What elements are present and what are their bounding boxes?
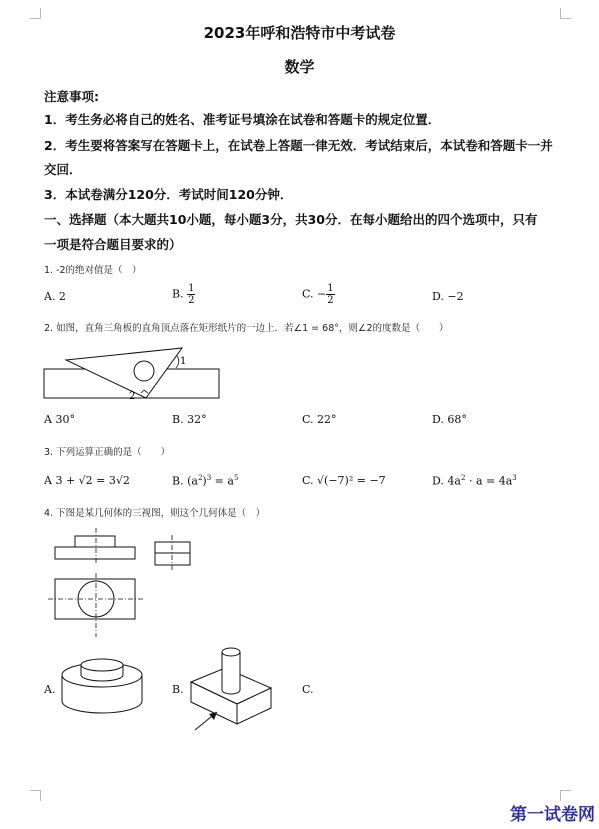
q3-d-exp2: 3: [512, 474, 517, 482]
q3-b-base: (a: [187, 474, 198, 488]
q1-option-d: D. −2: [432, 290, 464, 303]
q1-stem: 1. -2的绝对值是（ ）: [44, 265, 142, 276]
q3-b-eq: = a: [211, 474, 234, 488]
q1-b-denominator: 2: [188, 295, 195, 306]
angle2-label: 2: [129, 391, 136, 402]
q1-option-c-fraction: [326, 283, 334, 306]
q3-option-d-label: D.: [432, 474, 444, 488]
q3-stem: 3. 下列运算正确的是（ ）: [44, 447, 171, 458]
q3-option-d: [432, 474, 517, 488]
note-item-2b: 交回．: [44, 162, 82, 177]
side-view-top: [155, 542, 190, 553]
notes-heading: 注意事项:: [44, 89, 99, 104]
q4-option-a-figure: [58, 655, 148, 720]
subject-title: 数学: [284, 58, 315, 76]
q3-option-b-label: B.: [172, 474, 184, 488]
post-top: [222, 648, 240, 656]
q2-figure: [40, 340, 230, 405]
q4-option-a: A.: [44, 683, 56, 696]
side-view-base: [155, 553, 190, 565]
q1-option-b-fraction: [187, 283, 195, 306]
q2-option-c: C. 22°: [302, 413, 337, 426]
q3-option-a-label: A: [44, 474, 52, 487]
q1-c-denominator: 2: [327, 295, 334, 306]
q2-option-d: D. 68°: [432, 413, 467, 426]
q2-stem: 2. 如图，直角三角板的直角顶点落在矩形纸片的一边上．若∠1 = 68°，则∠2的度数是（ ）: [44, 323, 449, 334]
q1-option-c: [302, 283, 335, 306]
q1-b-numerator: 1: [188, 283, 195, 294]
q1-c-numerator: 1: [327, 283, 334, 294]
angle1-label: 1: [180, 356, 187, 367]
corner-mark-top-left: [30, 8, 41, 19]
corner-mark-top-right: [560, 8, 571, 19]
q2-option-a: A 30°: [44, 413, 75, 426]
q3-b-exp1: 2: [197, 474, 203, 482]
corner-mark-bottom-left: [30, 790, 41, 801]
top-cylinder-top: [81, 659, 123, 671]
front-view-base: [55, 547, 135, 559]
q1-option-b-label: B.: [172, 287, 184, 301]
q1-option-b: [172, 283, 195, 306]
q1-option-a: A. 2: [44, 290, 66, 303]
q4-option-c: C.: [302, 683, 314, 696]
note-item-2a: 2．考生要将答案写在答题卡上，在试卷上答题一律无效．考试结束后，本试卷和答题卡一并: [44, 138, 553, 153]
section1-line1: 一、选择题（本大题共10小题，每小题3分，共30分．在每小题给出的四个选项中，只有: [44, 212, 538, 227]
set-square-triangle: [66, 348, 182, 398]
arrow-head: [209, 712, 217, 720]
note-item-1: 1．考生务必将自己的姓名、准考证号填涂在试卷和答题卡的规定位置．: [44, 112, 441, 127]
q1-option-c-label: C.: [302, 287, 314, 301]
note-item-3: 3．本试卷满分120分．考试时间120分钟．: [44, 187, 293, 202]
section1-line2: 一项是符合题目要求的）: [44, 237, 182, 252]
q3-option-a: [44, 474, 130, 487]
q4-three-views: [40, 525, 210, 645]
q3-option-b: [172, 474, 238, 488]
q3-b-close: ): [202, 474, 207, 488]
q3-d-exp1: 2: [461, 474, 466, 482]
q3-option-c: [302, 474, 386, 487]
q3-b-exp3: 5: [233, 474, 239, 482]
q4-stem: 4. 下图是某几何体的三视图，则这个几何体是（ ）: [44, 508, 266, 519]
angle1-arc: [176, 356, 179, 368]
front-view-top: [75, 536, 115, 547]
set-square-hole: [134, 361, 154, 381]
post-side: [222, 652, 240, 694]
q3-b-exp2: 3: [206, 474, 212, 482]
q3-d-part2: · a = 4a: [465, 474, 513, 488]
q3-option-c-label: C.: [302, 474, 314, 487]
q3-d-part1: 4a: [447, 474, 461, 488]
q3-option-a-expr: 3 + √2 = 3√2: [55, 474, 130, 487]
exam-title: 2023年呼和浩特市中考试卷: [203, 24, 396, 42]
q4-option-b-figure: [185, 640, 285, 735]
q1-option-c-sign: −: [317, 287, 327, 301]
q4-option-b: B.: [172, 683, 184, 696]
q2-option-b: B. 32°: [172, 413, 207, 426]
q3-option-c-expr: √(−7)² = −7: [317, 474, 386, 487]
watermark-logo: 第一试卷网: [510, 805, 595, 825]
